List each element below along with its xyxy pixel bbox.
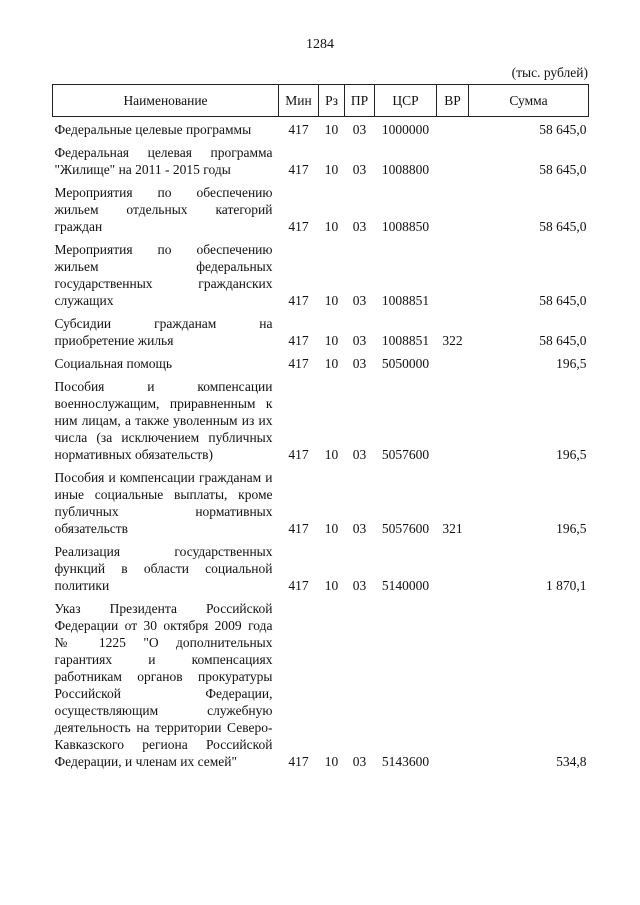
- row-rz: 10: [324, 521, 339, 536]
- row-sum: 58 645,0: [539, 333, 587, 348]
- row-rz: 10: [324, 333, 339, 348]
- row-min: 417: [288, 162, 309, 177]
- units-label: (тыс. рублей): [511, 65, 588, 80]
- row-csr: 5057600: [381, 521, 430, 536]
- row-vr: [437, 372, 469, 463]
- row-csr: 5143600: [381, 754, 430, 769]
- row-min: 417: [288, 122, 309, 137]
- row-vr: [437, 178, 469, 235]
- row-min: 417: [288, 333, 309, 348]
- row-sum: 534,8: [556, 754, 587, 769]
- row-name: Федеральная целевая программа "Жилище" на 2011 - 2015 годы: [54, 145, 273, 177]
- row-sum: 196,5: [556, 447, 587, 462]
- row-sum: 58 645,0: [539, 122, 587, 137]
- row-name: Реализация государственных функций в области социальной политики: [54, 544, 273, 593]
- row-name: Пособия и компенсации гражданам и иные социальные выплаты, кроме публичных нормативных обязательств: [54, 470, 273, 536]
- row-rz: 10: [324, 219, 339, 234]
- row-rz: 10: [324, 293, 339, 308]
- budget-table: [52, 84, 589, 770]
- table-row: [53, 235, 589, 309]
- row-pr: 03: [352, 293, 367, 308]
- table-row: [53, 178, 589, 235]
- row-min: 417: [288, 219, 309, 234]
- row-min: 417: [288, 521, 309, 536]
- header-min: Мин: [279, 85, 319, 117]
- row-sum: 58 645,0: [539, 219, 587, 234]
- table-row: [53, 463, 589, 537]
- row-csr: 5140000: [381, 578, 430, 593]
- table-row: [53, 372, 589, 463]
- row-pr: 03: [352, 578, 367, 593]
- row-csr: 1008851: [381, 333, 430, 348]
- row-name: Мероприятия по обеспечению жильем отдельных категорий граждан: [54, 185, 273, 234]
- row-pr: 03: [352, 521, 367, 536]
- table-row: [53, 309, 589, 349]
- row-rz: 10: [324, 447, 339, 462]
- row-rz: 10: [324, 754, 339, 769]
- table-row: [53, 138, 589, 178]
- row-min: 417: [288, 447, 309, 462]
- row-csr: 5050000: [381, 356, 430, 371]
- row-vr: [437, 117, 469, 139]
- table-row: [53, 349, 589, 372]
- row-sum: 58 645,0: [539, 293, 587, 308]
- row-pr: 03: [352, 333, 367, 348]
- row-vr: [437, 537, 469, 594]
- row-min: 417: [288, 578, 309, 593]
- row-vr: [437, 349, 469, 372]
- row-sum: 58 645,0: [539, 162, 587, 177]
- row-vr: [437, 138, 469, 178]
- header-sum: Сумма: [469, 85, 589, 117]
- table-body: [53, 117, 589, 771]
- row-name: Пособия и компенсации военнослужащим, приравненным к ним лицам, а также уволенным из их числа (за исключением публичных нормативных обязательств): [54, 379, 273, 462]
- header-name: Наименование: [53, 85, 279, 117]
- row-sum: 196,5: [556, 356, 587, 371]
- row-pr: 03: [352, 162, 367, 177]
- row-csr: 5057600: [381, 447, 430, 462]
- row-name: Субсидии гражданам на приобретение жилья: [54, 316, 273, 348]
- row-pr: 03: [352, 122, 367, 137]
- row-name: Указ Президента Российской Федерации от 30 октября 2009 года № 1225 "О дополнительных гарантиях и компенсациях работникам органов прокуратуры Российской Федерации, осуществляющим служебную деятельность на территории Северо-Кавказского региона Российской Федерации, и членам их семей": [54, 601, 273, 769]
- header-csr: ЦСР: [375, 85, 437, 117]
- row-pr: 03: [352, 447, 367, 462]
- row-vr: [437, 594, 469, 770]
- row-csr: 1008850: [381, 219, 430, 234]
- row-sum: 196,5: [556, 521, 587, 536]
- row-name: Мероприятия по обеспечению жильем федеральных государственных гражданских служащих: [54, 242, 273, 308]
- row-rz: 10: [324, 578, 339, 593]
- row-vr: [437, 235, 469, 309]
- table-row: [53, 594, 589, 770]
- row-pr: 03: [352, 754, 367, 769]
- row-vr: 321: [442, 521, 463, 536]
- table-row: [53, 537, 589, 594]
- row-rz: 10: [324, 356, 339, 371]
- table-header: [53, 85, 589, 117]
- row-min: 417: [288, 356, 309, 371]
- header-rz: Рз: [319, 85, 345, 117]
- row-name: Федеральные целевые программы: [54, 122, 252, 137]
- row-vr: 322: [442, 333, 463, 348]
- row-rz: 10: [324, 122, 339, 137]
- table-row: [53, 117, 589, 139]
- row-min: 417: [288, 293, 309, 308]
- row-sum: 1 870,1: [546, 578, 587, 593]
- row-csr: 1008800: [381, 162, 430, 177]
- row-rz: 10: [324, 162, 339, 177]
- page-number: 1284: [306, 37, 334, 52]
- row-pr: 03: [352, 356, 367, 371]
- header-pr: ПР: [345, 85, 375, 117]
- header-vr: ВР: [437, 85, 469, 117]
- row-name: Социальная помощь: [54, 356, 173, 371]
- row-csr: 1000000: [381, 122, 430, 137]
- row-pr: 03: [352, 219, 367, 234]
- row-min: 417: [288, 754, 309, 769]
- row-csr: 1008851: [381, 293, 430, 308]
